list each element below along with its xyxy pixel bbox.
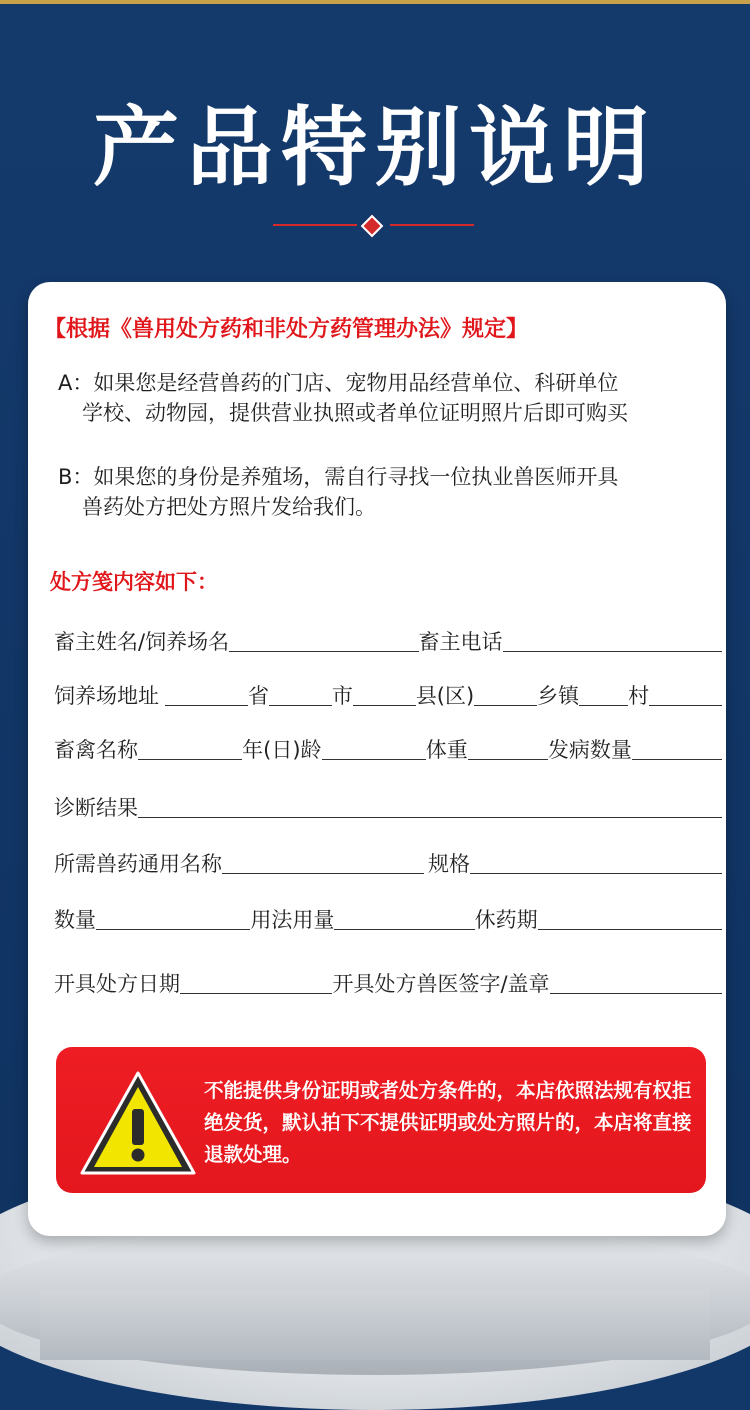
owner-phone-line[interactable]: [503, 651, 722, 652]
top-accent-strip: [0, 0, 750, 4]
field-label: 休药期: [474, 908, 538, 932]
form-row-drug: [54, 848, 722, 878]
form-row-animal: [54, 734, 722, 764]
field-label: 畜主电话: [418, 630, 503, 654]
sick-count-line[interactable]: [632, 759, 722, 760]
field-label: 发病数量: [547, 738, 632, 762]
clause-b-line2: 兽药处方把处方照片发给我们。: [82, 495, 376, 519]
province-line[interactable]: [165, 705, 248, 706]
field-label: 饲养场地址: [54, 684, 159, 708]
field-label: 畜禽名称: [54, 738, 138, 762]
diagnosis-line[interactable]: [138, 817, 722, 818]
village-prefix-line[interactable]: [579, 705, 628, 706]
form-row-address: [54, 680, 722, 710]
field-label: 村: [628, 684, 650, 708]
village-line[interactable]: [649, 705, 722, 706]
field-label: 乡镇: [537, 684, 580, 708]
weight-line[interactable]: [468, 759, 548, 760]
drug-name-line[interactable]: [222, 873, 424, 874]
form-row-signature: [54, 968, 722, 998]
field-label: 所需兽药通用名称: [54, 852, 222, 876]
field-label: 规格: [428, 852, 470, 876]
field-label: 年(日)龄: [242, 738, 322, 762]
field-label: 体重: [425, 738, 468, 762]
field-label: 诊断结果: [54, 796, 138, 820]
owner-name-line[interactable]: [229, 651, 418, 652]
age-line[interactable]: [322, 759, 426, 760]
stage-base: [40, 1290, 710, 1360]
page-title: 产品特别说明: [93, 98, 657, 198]
town-line[interactable]: [474, 705, 537, 706]
usage-line[interactable]: [334, 929, 474, 930]
field-label: 省: [247, 684, 269, 708]
info-card: [28, 282, 726, 1236]
form-row-diagnosis: [54, 792, 722, 822]
field-label: 开具处方日期: [54, 972, 180, 996]
form-row-owner: [54, 626, 722, 656]
field-label: 用法用量: [250, 908, 335, 932]
form-title: 处方笺内容如下：: [50, 570, 218, 594]
field-label: 开具处方兽医签字/盖章: [332, 972, 550, 996]
county-line[interactable]: [353, 705, 416, 706]
clause-b-line1: B：如果您的身份是养殖场，需自行寻找一位执业兽医师开具: [58, 465, 619, 489]
clause-a-line1: A：如果您是经营兽药的门店、宠物用品经营单位、科研单位: [58, 371, 619, 395]
field-label: 畜主姓名/饲养场名: [54, 630, 230, 654]
title-divider-right: [390, 224, 474, 226]
quantity-line[interactable]: [96, 929, 250, 930]
clause-a-line2: 学校、动物园，提供营业执照或者单位证明照片后即可购买: [82, 401, 628, 425]
city-line[interactable]: [269, 705, 332, 706]
title-divider-left: [273, 224, 357, 226]
animal-name-line[interactable]: [138, 759, 242, 760]
warning-banner: [56, 1047, 706, 1193]
clause-a: [58, 368, 628, 428]
warning-text: 不能提供身份证明或者处方条件的，本店依照法规有权拒绝发货，默认拍下不提供证明或处方照片的，本店将直接退款处理。: [204, 1079, 692, 1166]
field-label: 县(区): [415, 684, 475, 708]
clause-b: [58, 462, 618, 522]
field-label: 数量: [54, 908, 96, 932]
spec-line[interactable]: [470, 873, 722, 874]
date-line[interactable]: [180, 993, 332, 994]
form-row-dosage: [54, 904, 722, 934]
warning-triangle-icon: [78, 1069, 198, 1179]
signature-line[interactable]: [550, 993, 722, 994]
field-label: 市: [331, 684, 353, 708]
regulation-title: 【根据《兽用处方药和非处方药管理办法》规定】: [44, 317, 529, 342]
withdrawal-line[interactable]: [538, 929, 722, 930]
